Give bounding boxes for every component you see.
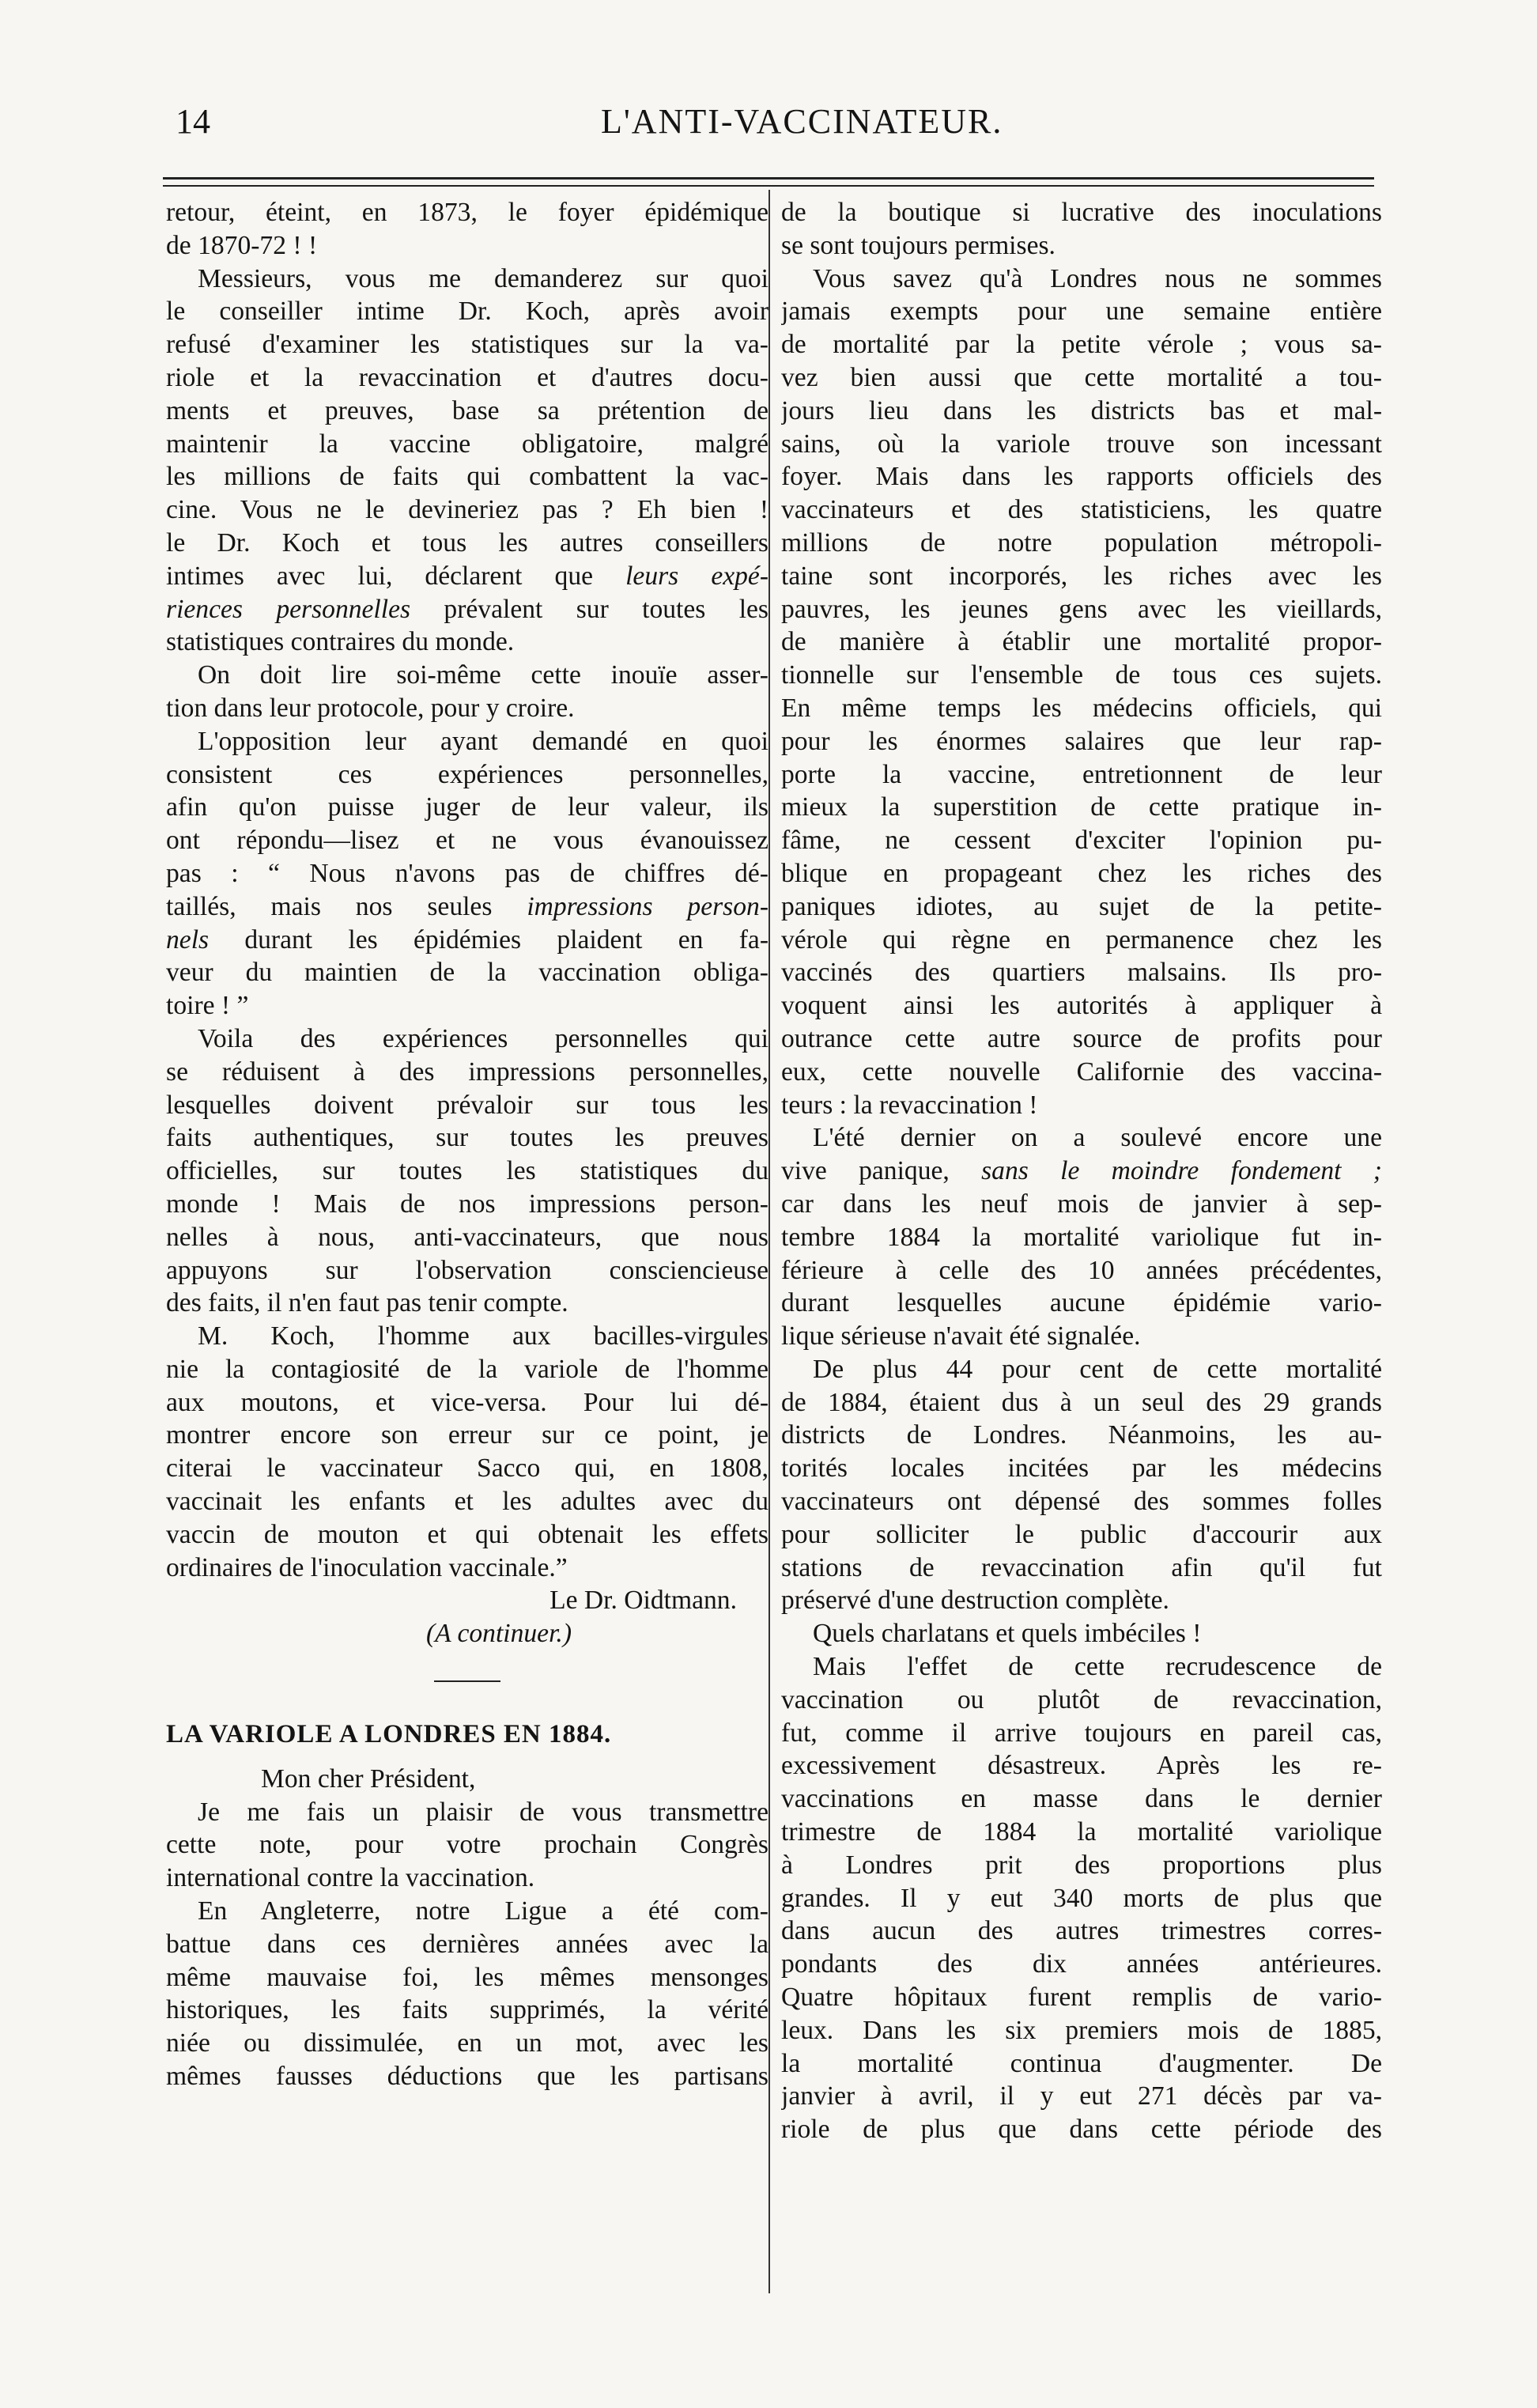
header-rule-bottom bbox=[163, 185, 1374, 187]
text-line: afin qu'on puisse juger de leur valeur, ils bbox=[166, 792, 768, 822]
text-line: mieux la superstition de cette pratique in- bbox=[781, 792, 1382, 822]
text-line: trimestre de 1884 la mortalité variolique bbox=[781, 1817, 1382, 1847]
text-line: retour, éteint, en 1873, le foyer épidémique bbox=[166, 198, 768, 227]
paragraph bbox=[781, 1617, 1382, 1650]
text-line: paniques idiotes, au sujet de la petite- bbox=[781, 891, 1382, 921]
text-line: fut, comme il arrive toujours en pareil cas, bbox=[781, 1718, 1382, 1748]
text-line: nelles à nous, anti-vaccinateurs, que nous bbox=[166, 1222, 768, 1252]
text-line: ordinaires de l'inoculation vaccinale.” bbox=[166, 1552, 568, 1582]
text-line: pondants des dix années antérieures. bbox=[781, 1949, 1382, 1979]
text-line: teurs : la revaccination ! bbox=[781, 1090, 1038, 1120]
paragraph bbox=[781, 1650, 1382, 2146]
text-line: cine. Vous ne le devineriez pas ? Eh bien ! bbox=[166, 495, 768, 525]
text-line: leux. Dans les six premiers mois de 1885, bbox=[781, 2015, 1382, 2045]
text-line: citerai le vaccinateur Sacco qui, en 1808, bbox=[166, 1453, 768, 1484]
text-line: vaccination ou plutôt de revaccination, bbox=[781, 1684, 1382, 1714]
text-line: veur du maintien de la vaccination obliga- bbox=[166, 958, 768, 988]
text-line: tion dans leur protocole, pour y croire. bbox=[166, 693, 575, 723]
paragraph bbox=[166, 263, 768, 660]
author-signature: Le Dr. Oidtmann. bbox=[549, 1586, 737, 1616]
text-line: De plus 44 pour cent de cette mortalité bbox=[813, 1354, 1382, 1384]
text-line: à Londres prit des proportions plus bbox=[781, 1850, 1382, 1880]
running-title: L'ANTI-VACCINATEUR. bbox=[601, 102, 1003, 141]
text-line: consistent ces expériences personnelles, bbox=[166, 759, 768, 789]
paragraph bbox=[781, 263, 1382, 1122]
text-line: intimes avec lui, déclarent que leurs expé- bbox=[166, 561, 768, 591]
text-line: vive panique, sans le moindre fondement ; bbox=[781, 1156, 1382, 1186]
text-line: vaccinateurs et des statisticiens, les quatre bbox=[781, 495, 1382, 525]
text-line: Je me fais un plaisir de vous transmettre bbox=[198, 1797, 768, 1827]
text-line: Voila des expériences personnelles qui bbox=[198, 1023, 768, 1053]
paragraph bbox=[166, 1796, 768, 1895]
text-line: faits authentiques, sur toutes les preuves bbox=[166, 1123, 768, 1153]
text-line: appuyons sur l'observation consciencieuse bbox=[166, 1255, 768, 1285]
text-line: blique en propageant chez les riches des bbox=[781, 858, 1382, 888]
text-line: jamais exempts pour une semaine entière bbox=[781, 297, 1382, 327]
text-line: districts de Londres. Néanmoins, les au- bbox=[781, 1420, 1382, 1450]
text-line: jours lieu dans les districts bas et mal- bbox=[781, 395, 1382, 425]
text-line: le conseiller intime Dr. Koch, après avoir bbox=[166, 297, 768, 327]
text-line: le Dr. Koch et tous les autres conseillers bbox=[166, 527, 768, 558]
text-line: millions de notre population métropoli- bbox=[781, 527, 1382, 558]
text-line: vérole qui règne en permanence chez les bbox=[781, 924, 1382, 955]
text-line: lique sérieuse n'avait été signalée. bbox=[781, 1321, 1141, 1351]
text-line: stations de revaccination afin qu'il fut bbox=[781, 1552, 1382, 1582]
text-line: L'opposition leur ayant demandé en quoi bbox=[198, 726, 768, 756]
text-line: pas : “ Nous n'avons pas de chiffres dé- bbox=[166, 858, 768, 888]
text-line: On doit lire soi-même cette inouïe asser- bbox=[198, 660, 768, 690]
text-line: taine sont incorporés, les riches avec les bbox=[781, 561, 1382, 591]
text-line: vaccin de mouton et qui obtenait les effets bbox=[166, 1519, 768, 1549]
text-line: montrer encore son erreur sur ce point, je bbox=[166, 1420, 768, 1450]
paragraph bbox=[166, 659, 768, 725]
text-line: maintenir la vaccine obligatoire, malgré bbox=[166, 429, 768, 459]
text-line: la mortalité continua d'augmenter. De bbox=[781, 2048, 1382, 2078]
text-line: eux, cette nouvelle Californie des vaccina- bbox=[781, 1057, 1382, 1087]
paragraph bbox=[166, 1023, 768, 1320]
text-line: pour les énormes salaires que leur rap- bbox=[781, 726, 1382, 756]
text-line: vaccinés des quartiers malsains. Ils pro- bbox=[781, 958, 1382, 988]
text-line: vaccinateurs ont dépensé des sommes folles bbox=[781, 1487, 1382, 1517]
paragraph bbox=[166, 725, 768, 1023]
section-title: LA VARIOLE A LONDRES EN 1884. bbox=[166, 1720, 612, 1749]
paragraph bbox=[166, 196, 768, 263]
text-line: torités locales incitées par les médecins bbox=[781, 1453, 1382, 1484]
text-line: lesquelles doivent prévaloir sur tous les bbox=[166, 1090, 768, 1120]
left-column bbox=[166, 196, 768, 2093]
text-line: de manière à établir une mortalité propor- bbox=[781, 627, 1382, 657]
paragraph bbox=[781, 1121, 1382, 1353]
paragraph bbox=[166, 1895, 768, 2093]
text-line: riole de plus que dans cette période des bbox=[781, 2115, 1382, 2145]
text-line: monde ! Mais de nos impressions person- bbox=[166, 1189, 768, 1219]
text-line: grandes. Il y eut 340 morts de plus que bbox=[781, 1883, 1382, 1913]
text-line: excessivement désastreux. Après les re- bbox=[781, 1751, 1382, 1781]
text-line: Vous savez qu'à Londres nous ne sommes bbox=[813, 263, 1382, 293]
text-line: nels durant les épidémies plaident en fa- bbox=[166, 924, 768, 955]
text-line: riole et la revaccination et d'autres docu- bbox=[166, 362, 768, 392]
text-line: M. Koch, l'homme aux bacilles-virgules bbox=[198, 1321, 768, 1351]
text-line: se sont toujours permises. bbox=[781, 230, 1056, 260]
text-line: foyer. Mais dans les rapports officiels des bbox=[781, 462, 1382, 492]
text-line: refusé d'examiner les statistiques sur la va- bbox=[166, 330, 768, 360]
text-line: cette note, pour votre prochain Congrès bbox=[166, 1830, 768, 1860]
text-line: officielles, sur toutes les statistiques du bbox=[166, 1156, 768, 1186]
column-divider bbox=[768, 190, 770, 2293]
text-line: vez bien aussi que cette mortalité a tou- bbox=[781, 362, 1382, 392]
text-line: de mortalité par la petite vérole ; vous sa- bbox=[781, 330, 1382, 360]
text-line: ments et preuves, base sa prétention de bbox=[166, 395, 768, 425]
right-column bbox=[781, 196, 1382, 2146]
text-line: niée ou dissimulée, en un mot, avec les bbox=[166, 2028, 768, 2058]
text-line: voquent ainsi les autorités à appliquer à bbox=[781, 991, 1382, 1021]
continuation-note: (A continuer.) bbox=[425, 1619, 572, 1649]
text-line: sains, où la variole trouve son incessant bbox=[781, 429, 1382, 459]
paragraph bbox=[781, 196, 1382, 263]
page-number: 14 bbox=[176, 102, 210, 141]
text-line: férieure à celle des 10 années précédentes, bbox=[781, 1255, 1382, 1285]
paragraph bbox=[781, 1353, 1382, 1617]
text-line: des faits, il n'en faut pas tenir compte. bbox=[166, 1288, 568, 1318]
text-line: En même temps les médecins officiels, qui bbox=[781, 693, 1382, 723]
text-line: de 1884, étaient dus à un seul des 29 grands bbox=[781, 1387, 1382, 1417]
text-line: international contre la vaccination. bbox=[166, 1863, 535, 1893]
text-line: préservé d'une destruction complète. bbox=[781, 1586, 1169, 1616]
text-line: fâme, ne cessent d'exciter l'opinion pu- bbox=[781, 826, 1382, 856]
text-line: pour solliciter le public d'accourir aux bbox=[781, 1519, 1382, 1549]
text-line: pauvres, les jeunes gens avec les vieillards, bbox=[781, 594, 1382, 624]
section-separator bbox=[434, 1680, 500, 1682]
text-line: Messieurs, vous me demanderez sur quoi bbox=[198, 263, 768, 293]
text-line: En Angleterre, notre Ligue a été com- bbox=[198, 1896, 768, 1926]
text-line: durant lesquelles aucune épidémie vario- bbox=[781, 1288, 1382, 1318]
text-line: toire ! ” bbox=[166, 991, 249, 1021]
text-line: car dans les neuf mois de janvier à sep- bbox=[781, 1189, 1382, 1219]
text-line: riences personnelles prévalent sur toutes les bbox=[166, 594, 768, 624]
text-line: taillés, mais nos seules impressions person- bbox=[166, 891, 768, 921]
text-line: L'été dernier on a soulevé encore une bbox=[813, 1123, 1382, 1153]
text-line: les millions de faits qui combattent la vac- bbox=[166, 462, 768, 492]
text-line: tembre 1884 la mortalité variolique fut in- bbox=[781, 1222, 1382, 1252]
text-line: Mais l'effet de cette recrudescence de bbox=[813, 1652, 1382, 1682]
text-line: Quels charlatans et quels imbéciles ! bbox=[813, 1619, 1202, 1649]
text-line: nie la contagiosité de la variole de l'homme bbox=[166, 1354, 768, 1384]
text-line: historiques, les faits supprimés, la vérité bbox=[166, 1995, 768, 2025]
text-line: tionnelle sur l'ensemble de tous ces sujets. bbox=[781, 660, 1382, 690]
text-line: vaccinait les enfants et les adultes avec du bbox=[166, 1487, 768, 1517]
text-line: outrance cette autre source de profits pour bbox=[781, 1023, 1382, 1053]
text-line: porte la vaccine, entretionnent de leur bbox=[781, 759, 1382, 789]
text-line: battue dans ces dernières années avec la bbox=[166, 1929, 768, 1959]
text-line: statistiques contraires du monde. bbox=[166, 627, 515, 657]
text-line: Quatre hôpitaux furent remplis de vario- bbox=[781, 1983, 1382, 2013]
text-line: aux moutons, et vice-versa. Pour lui dé- bbox=[166, 1387, 768, 1417]
text-line: de 1870-72 ! ! bbox=[166, 230, 318, 260]
text-line: de la boutique si lucrative des inoculations bbox=[781, 198, 1382, 227]
text-line: janvier à avril, il y eut 271 décès par va- bbox=[781, 2081, 1382, 2111]
text-line: ont répondu—lisez et ne vous évanouissez bbox=[166, 826, 768, 856]
text-line: dans aucun des autres trimestres corres- bbox=[781, 1916, 1382, 1946]
text-line: se réduisent à des impressions personnelles, bbox=[166, 1057, 768, 1087]
text-line: mêmes fausses déductions que les partisans bbox=[166, 2062, 768, 2092]
salutation: Mon cher Président, bbox=[261, 1763, 476, 1794]
text-line: vaccinations en masse dans le dernier bbox=[781, 1784, 1382, 1814]
header-rule-top bbox=[163, 177, 1374, 180]
paragraph bbox=[166, 1320, 768, 1584]
text-line: même mauvaise foi, les mêmes mensonges bbox=[166, 1962, 768, 1992]
